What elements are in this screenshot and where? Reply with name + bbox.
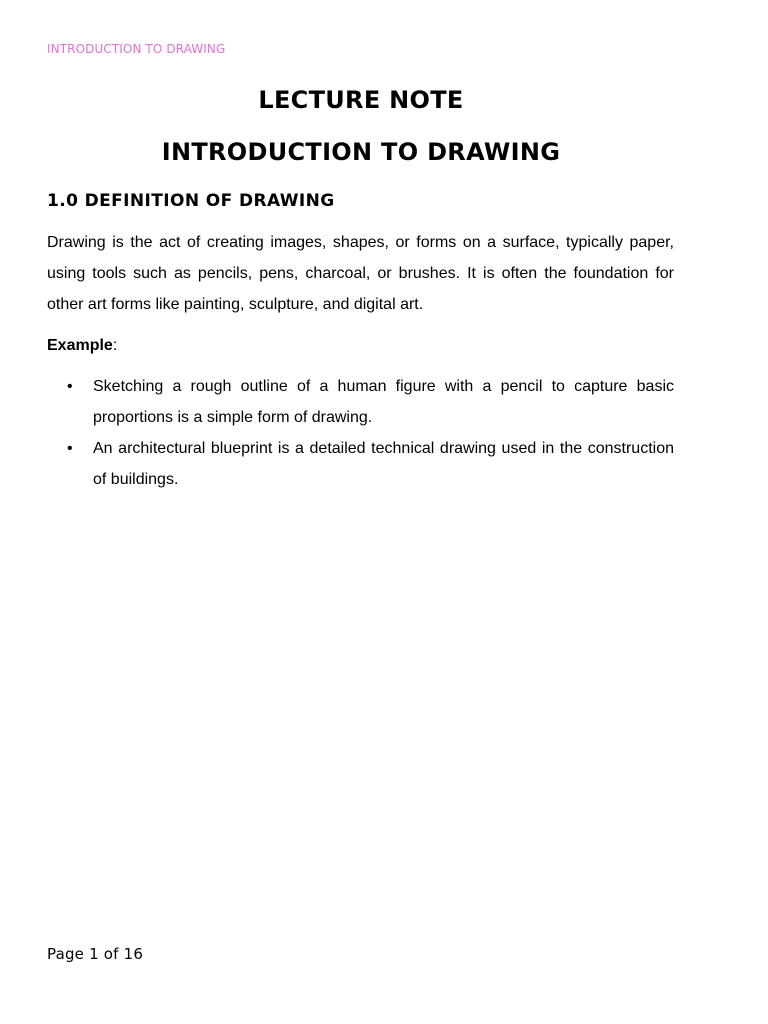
running-header: INTRODUCTION TO DRAWING xyxy=(47,42,226,56)
page-number: Page 1 of 16 xyxy=(47,945,144,963)
bullet-icon: • xyxy=(67,440,73,457)
example-line xyxy=(47,330,674,361)
lecture-note-title: LECTURE NOTE xyxy=(258,86,464,114)
list-item xyxy=(47,371,674,433)
list-item-text: Sketching a rough outline of a human figure with a pencil to capture basic proportions is a simple form of drawing. xyxy=(93,378,674,426)
section-heading: 1.0 DEFINITION OF DRAWING xyxy=(47,191,335,211)
example-list xyxy=(47,371,674,495)
bullet-icon: • xyxy=(67,378,73,395)
definition-paragraph: Drawing is the act of creating images, shapes, or forms on a surface, typically paper, using tools such as pencils, pens, charcoal, or brushes. It is often the foundation for other art forms like painting, sculpture, and digital art. xyxy=(47,234,674,313)
list-item xyxy=(47,433,674,495)
document-title: INTRODUCTION TO DRAWING xyxy=(161,138,561,166)
example-colon: : xyxy=(112,337,118,354)
list-item-text: An architectural blueprint is a detailed technical drawing used in the construction of buildings. xyxy=(93,440,674,488)
example-label: Example xyxy=(47,337,113,354)
